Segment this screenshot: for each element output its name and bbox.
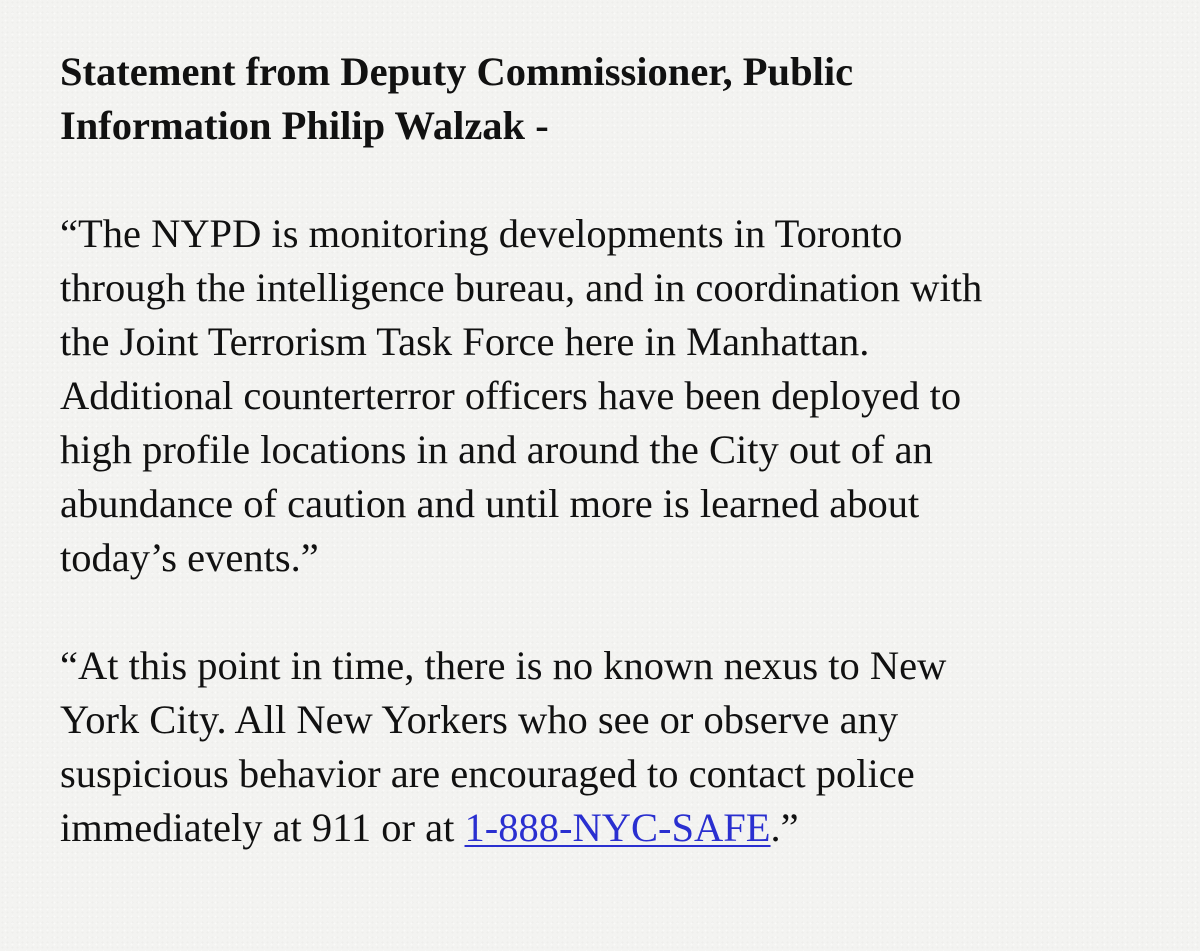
- paragraph-line: York City. All New Yorkers who see or observe any: [60, 697, 899, 742]
- paragraph-line: high profile locations in and around the City out of an: [60, 427, 933, 472]
- paragraph-line: the Joint Terrorism Task Force here in Manhattan.: [60, 319, 870, 364]
- paragraph-line: “The NYPD is monitoring developments in Toronto: [60, 211, 903, 256]
- paragraph-line-with-link: [60, 801, 1170, 855]
- paragraph-line: through the intelligence bureau, and in coordination with: [60, 265, 983, 310]
- paragraph-line: “At this point in time, there is no known nexus to New: [60, 643, 947, 688]
- quote-paragraph-2: [60, 639, 1170, 855]
- paragraph-line: Additional counterterror officers have been deployed to: [60, 373, 962, 418]
- paragraph-line-text: immediately at 911 or at: [60, 805, 465, 850]
- paragraph-line: today’s events.”: [60, 535, 319, 580]
- quote-paragraph-1: [60, 207, 1170, 585]
- paragraph-line: suspicious behavior are encouraged to contact police: [60, 751, 915, 796]
- paragraph-line: abundance of caution and until more is learned about: [60, 481, 920, 526]
- closing-quote: .”: [770, 805, 799, 850]
- statement-document: [60, 45, 1170, 855]
- statement-heading: [60, 45, 1170, 153]
- heading-line: Information Philip Walzak -: [60, 103, 549, 148]
- nyc-safe-phone-link[interactable]: 1-888-NYC-SAFE: [464, 805, 771, 850]
- heading-line: Statement from Deputy Commissioner, Public: [60, 49, 854, 94]
